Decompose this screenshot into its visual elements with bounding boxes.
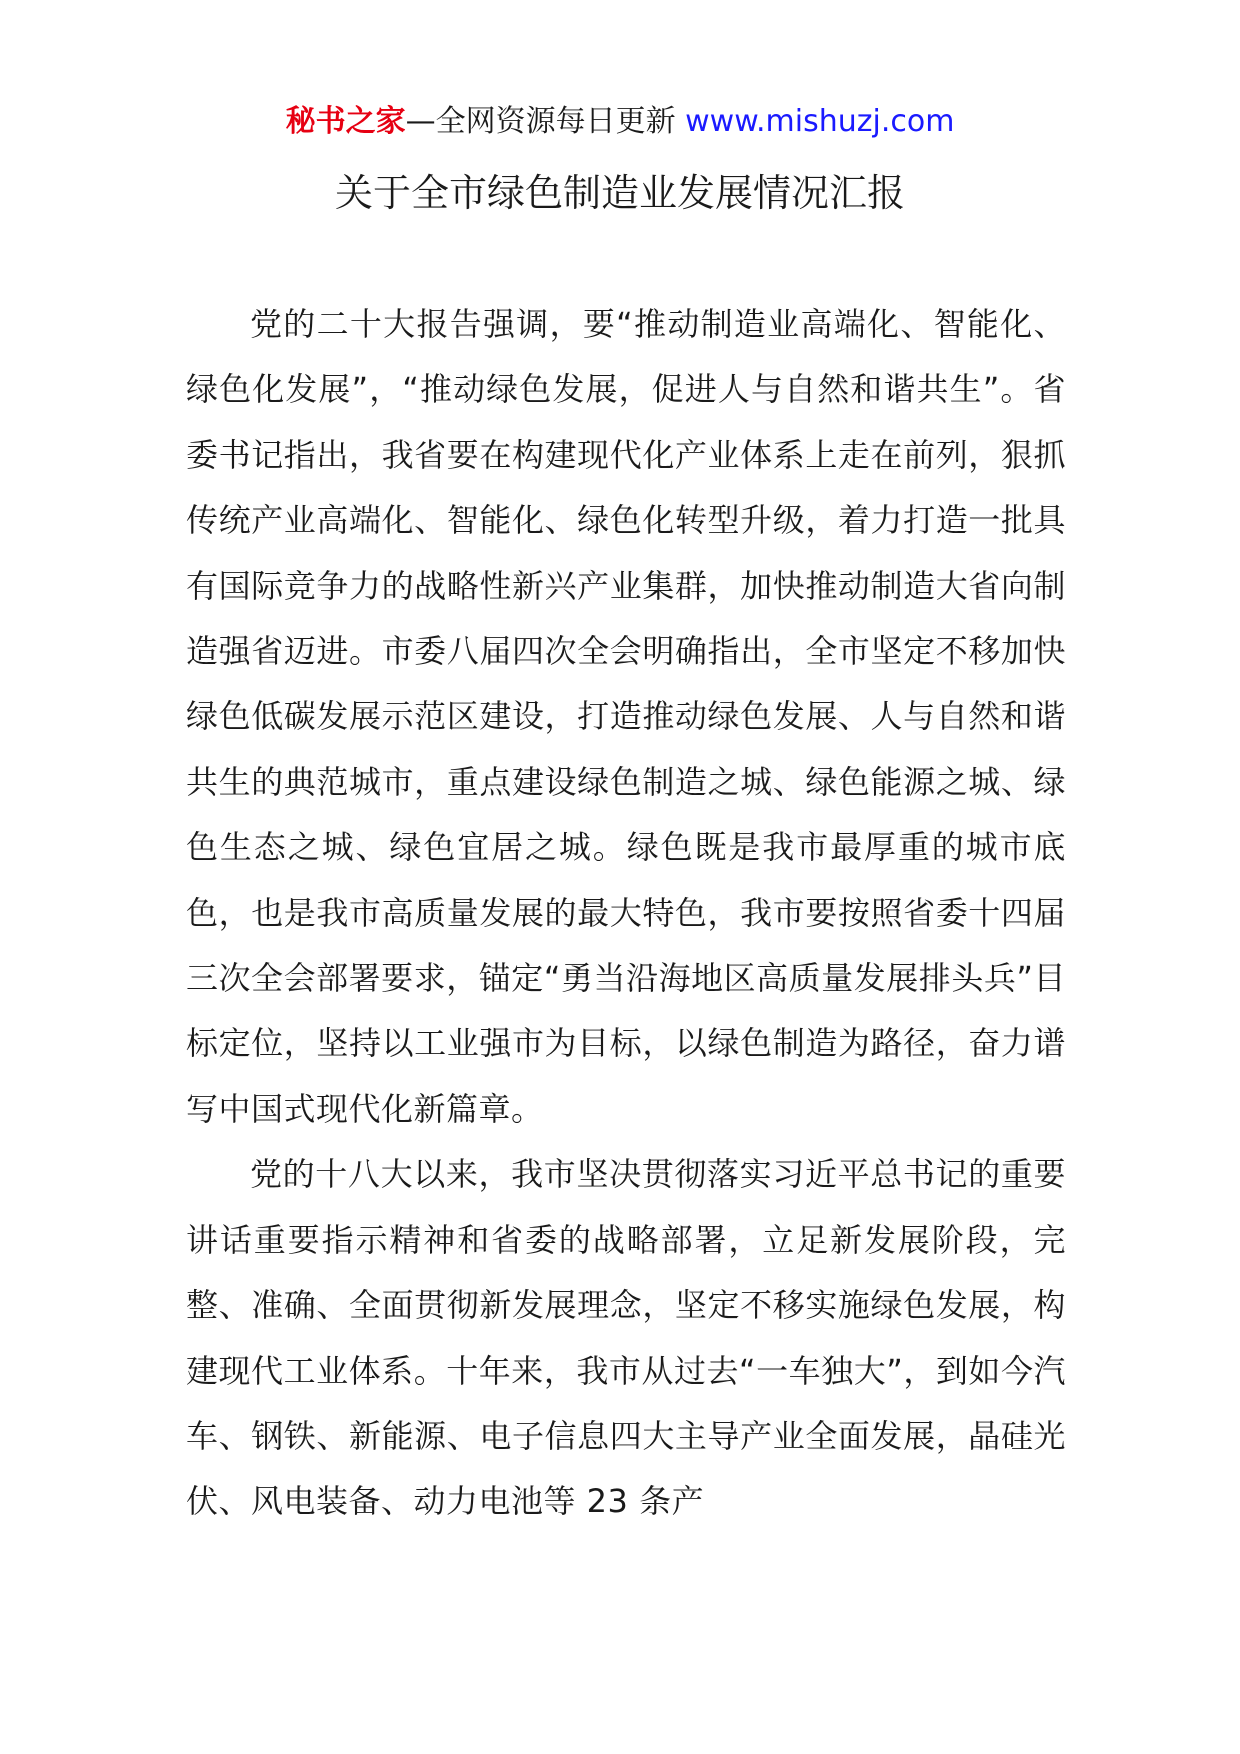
document-body bbox=[186, 292, 1066, 1535]
document-title: 关于全市绿色制造业发展情况汇报 bbox=[334, 171, 905, 215]
site-slogan: —全网资源每日更新 bbox=[405, 104, 676, 139]
site-url-link[interactable]: www.mishuzj.com bbox=[685, 104, 955, 139]
brand-name: 秘书之家 bbox=[285, 104, 406, 139]
paragraph-2: 党的十八大以来，我市坚决贯彻落实习近平总书记的重要讲话重要指示精神和省委的战略部署，立足新发展阶段，完整、准确、全面贯彻新发展理念，坚定不移实施绿色发展，构建现代工业体系。十年来，我市从过去“一车独大”，到如今汽车、钢铁、新能源、电子信息四大主导产业全面发展，晶硅光伏、风电装备、动力电池等 23 条产 bbox=[186, 1155, 1066, 1521]
site-header bbox=[0, 100, 1240, 144]
paragraph-1: 党的二十大报告强调，要“推动制造业高端化、智能化、绿色化发展”，“推动绿色发展，促进人与自然和谐共生”。省委书记指出，我省要在构建现代化产业体系上走在前列，狠抓传统产业高端化、智能化、绿色化转型升级，着力打造一批具有国际竞争力的战略性新兴产业集群，加快推动制造大省向制造强省迈进。市委八届四次全会明确指出，全市坚定不移加快绿色低碳发展示范区建设，打造推动绿色发展、人与自然和谐共生的典范城市，重点建设绿色制造之城、绿色能源之城、绿色生态之城、绿色宜居之城。绿色既是我市最厚重的城市底色，也是我市高质量发展的最大特色，我市要按照省委十四届三次全会部署要求，锚定“勇当沿海地区高质量发展排头兵”目标定位，坚持以工业强市为目标，以绿色制造为路径，奋力谱写中国式现代化新篇章。 bbox=[186, 305, 1066, 1128]
